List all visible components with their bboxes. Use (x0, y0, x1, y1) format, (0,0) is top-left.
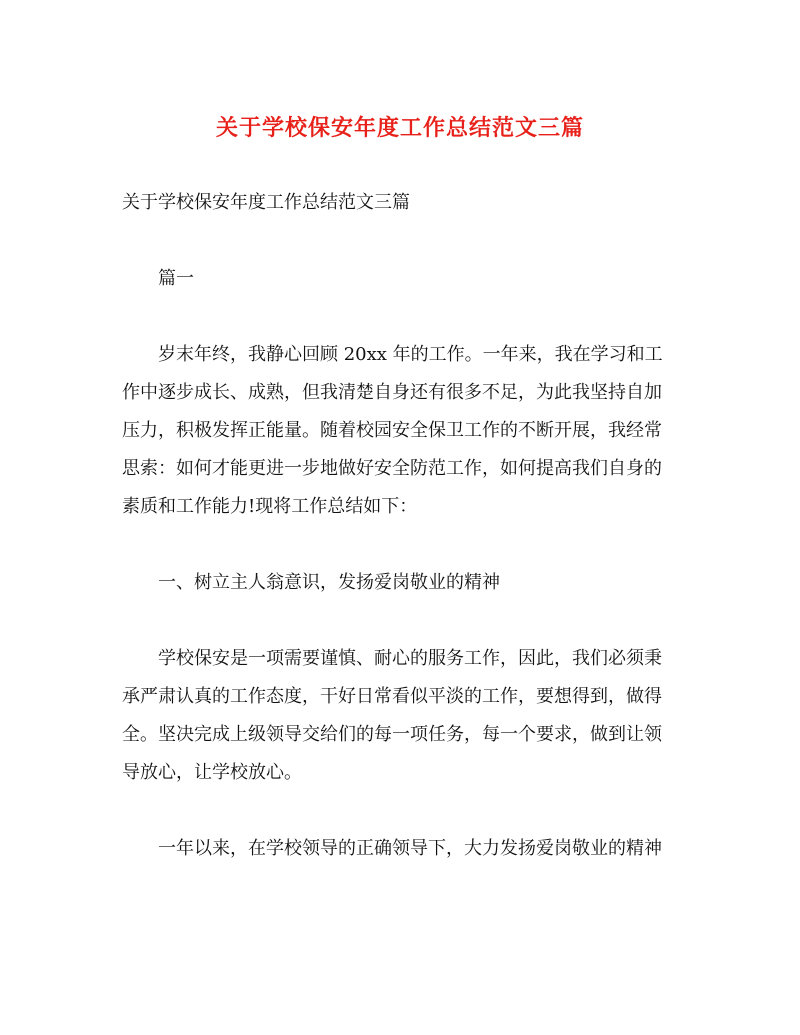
paragraph-line: 素质和工作能力!现将工作总结如下： (122, 496, 418, 517)
document-body (122, 184, 678, 868)
document-title: 关于学校保安年度工作总结范文三篇 (215, 115, 584, 141)
spacer (122, 602, 678, 640)
paragraph-line: 一年以来，在学校领导的正确领导下，大力发扬爱岗敬业的精神 (158, 838, 662, 859)
paragraph-line: 思索：如何才能更进一步地做好安全防范工作，如何提高我们自身的 (122, 458, 662, 479)
paragraph-2 (122, 640, 678, 792)
paragraph-line: 压力，积极发挥正能量。随着校园安全保卫工作的不断开展，我经常 (122, 420, 662, 441)
paragraph-line: 承严肃认真的工作态度，干好日常看似平淡的工作，要想得到，做得 (122, 686, 662, 707)
spacer (122, 792, 678, 830)
spacer (122, 298, 678, 336)
paragraph-line: 全。坚决完成上级领导交给们的每一项任务，每一个要求，做到让领 (122, 724, 662, 745)
document-subtitle: 关于学校保安年度工作总结范文三篇 (122, 192, 410, 213)
part-label: 篇一 (158, 268, 194, 289)
paragraph-line: 岁末年终，我静心回顾 20xx 年的工作。一年来，我在学习和工 (158, 344, 663, 365)
section-heading: 一、树立主人翁意识，发扬爱岗敬业的精神 (158, 572, 500, 593)
spacer (122, 526, 678, 564)
paragraph-1 (122, 336, 678, 526)
paragraph-line: 导放心，让学校放心。 (122, 762, 302, 783)
paragraph-line: 作中逐步成长、成熟，但我清楚自身还有很多不足，为此我坚持自加 (122, 382, 662, 403)
paragraph-line: 学校保安是一项需要谨慎、耐心的服务工作，因此，我们必须秉 (158, 648, 662, 669)
spacer (122, 222, 678, 260)
paragraph-3 (122, 830, 678, 868)
